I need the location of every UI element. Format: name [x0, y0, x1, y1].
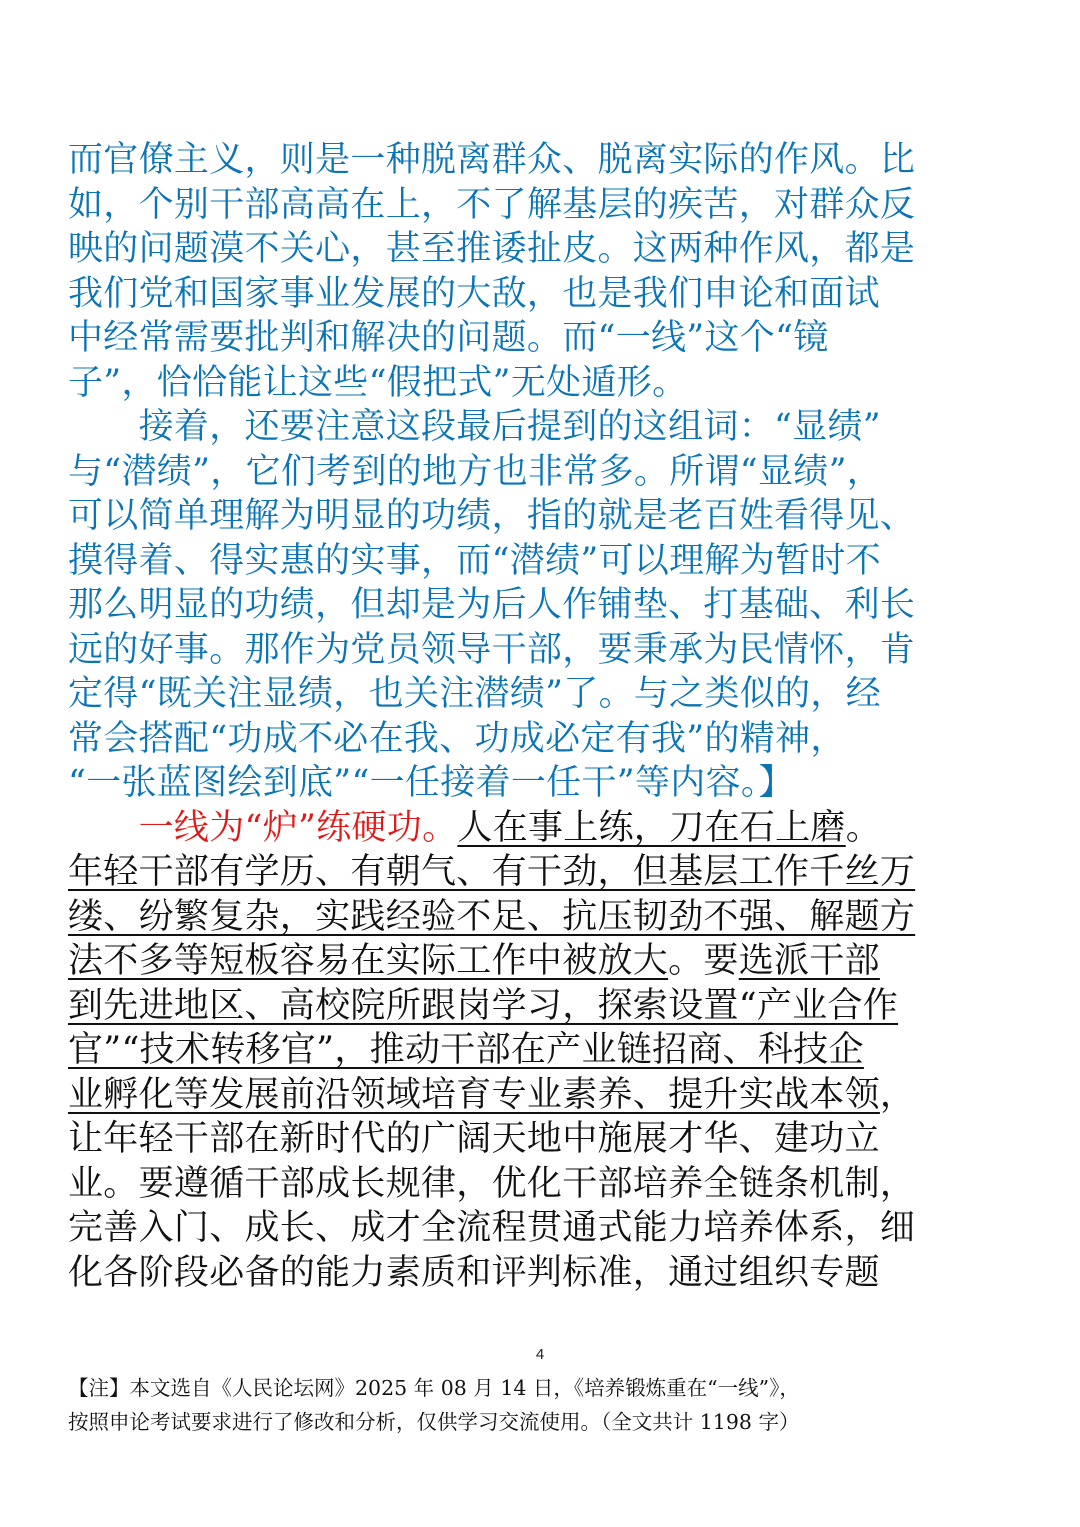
- text-segment: 映的问题漠不关心，甚至推诿扯皮。这两种作风，都是: [68, 229, 916, 269]
- text-segment: 子”，恰恰能让这些“假把式”无处遁形。: [68, 362, 688, 403]
- text-line: [68, 316, 1018, 361]
- text-line: [68, 1117, 1018, 1162]
- section-heading: 一线为“炉”练硬功。: [138, 807, 458, 848]
- text-segment: “一张蓝图绘到底”“一任接着一任干”等内容。】: [68, 763, 794, 803]
- text-segment: 。要: [668, 941, 739, 981]
- text-line: [68, 1073, 1018, 1118]
- text-segment: [68, 808, 139, 848]
- footnote-line-2: 按照申论考试要求进行了修改和分析，仅供学习交流使用。（全文共计 1198 字）: [68, 1410, 800, 1434]
- text-segment: 业。要遵循干部成长规律，优化干部培养全链条机制，: [68, 1163, 916, 1204]
- text-segment: 可以简单理解为明显的功绩，指的就是老百姓看得见、: [68, 496, 916, 536]
- text-line: [68, 227, 1018, 272]
- text-line: [68, 450, 1018, 495]
- text-line: [68, 1251, 1018, 1296]
- text-line: [68, 539, 1018, 584]
- text-segment: 完善入门、成长、成才全流程贯通式能力培养体系，细: [68, 1208, 916, 1248]
- text-segment: 那么明显的功绩，但却是为后人作铺垫、打基础、利长: [68, 585, 916, 625]
- text-segment: 常会搭配“功成不必在我、功成必定有我”的精神，: [68, 718, 846, 759]
- text-line: [68, 806, 1018, 851]
- text-line: [68, 138, 1018, 183]
- text-line: [68, 361, 1018, 406]
- underlined-text: 法不多等短板容易在实际工作中被放大: [68, 941, 669, 981]
- text-line: [68, 272, 1018, 317]
- text-line: [68, 761, 1018, 806]
- text-line: [68, 1028, 1018, 1073]
- footnote-line-1: 【注】本文选自《人民论坛网》2025 年 08 月 14 日，《培养锻炼重在“一线”》，: [68, 1376, 800, 1400]
- text-segment: 化各阶段必备的能力素质和评判标准，通过组织专题: [68, 1252, 880, 1293]
- text-segment: 我们党和国家事业发展的大敌，也是我们申论和面试: [68, 273, 880, 314]
- footnote: [68, 1371, 1028, 1439]
- underlined-text: 官”“技术转移官”，推动干部在产业链招商、科技企: [68, 1030, 864, 1070]
- text-segment: 接着，还要注意这段最后提到的这组词：“显绩”: [68, 407, 881, 447]
- underlined-text: 到先进地区、高校院所跟岗学习，探索设置“产业合作: [68, 985, 899, 1026]
- text-line: [68, 895, 1018, 940]
- text-segment: 摸得着、得实惠的实事，而“潜绩”可以理解为暂时不: [68, 540, 881, 581]
- text-segment: 定得“既关注显绩，也关注潜绩”了。与之类似的，经: [68, 674, 881, 714]
- underlined-text: 业孵化等发展前沿领域培育专业素养、提升实战本领: [68, 1074, 880, 1115]
- text-line: [68, 1206, 1018, 1251]
- underlined-text: 人在事上练，刀在石上磨: [457, 807, 846, 848]
- text-line: [68, 939, 1018, 984]
- text-line: [68, 850, 1018, 895]
- page-number: 4: [535, 1346, 545, 1363]
- text-segment: 而官僚主义，则是一种脱离群众、脱离实际的作风。比: [68, 140, 916, 180]
- text-segment: 。: [845, 807, 882, 848]
- text-line: [68, 494, 1018, 539]
- text-segment: 与“潜绩”，它们考到的地方也非常多。所谓“显绩”，: [68, 451, 883, 492]
- text-line: [68, 583, 1018, 628]
- text-line: [68, 984, 1018, 1029]
- article-body: [68, 138, 1018, 1295]
- text-line: [68, 183, 1018, 228]
- text-line: [68, 717, 1018, 762]
- underlined-text: 缕、纷繁复杂，实践经验不足、抗压韧劲不强、解题方: [68, 896, 916, 937]
- text-line: [68, 628, 1018, 673]
- text-line: [68, 1162, 1018, 1207]
- text-segment: 如，个别干部高高在上，不了解基层的疾苦，对群众反: [68, 184, 916, 225]
- text-line: [68, 405, 1018, 450]
- underlined-text: 年轻干部有学历、有朝气、有干劲，但基层工作千丝万: [68, 852, 916, 892]
- text-segment: ，: [879, 1074, 916, 1115]
- text-segment: 让年轻干部在新时代的广阔天地中施展才华、建功立: [68, 1119, 880, 1159]
- text-segment: 远的好事。那作为党员领导干部，要秉承为民情怀，肯: [68, 629, 916, 670]
- underlined-text: 选派干部: [738, 941, 880, 981]
- text-line: [68, 672, 1018, 717]
- text-segment: 中经常需要批判和解决的问题。而“一线”这个“镜: [68, 318, 829, 358]
